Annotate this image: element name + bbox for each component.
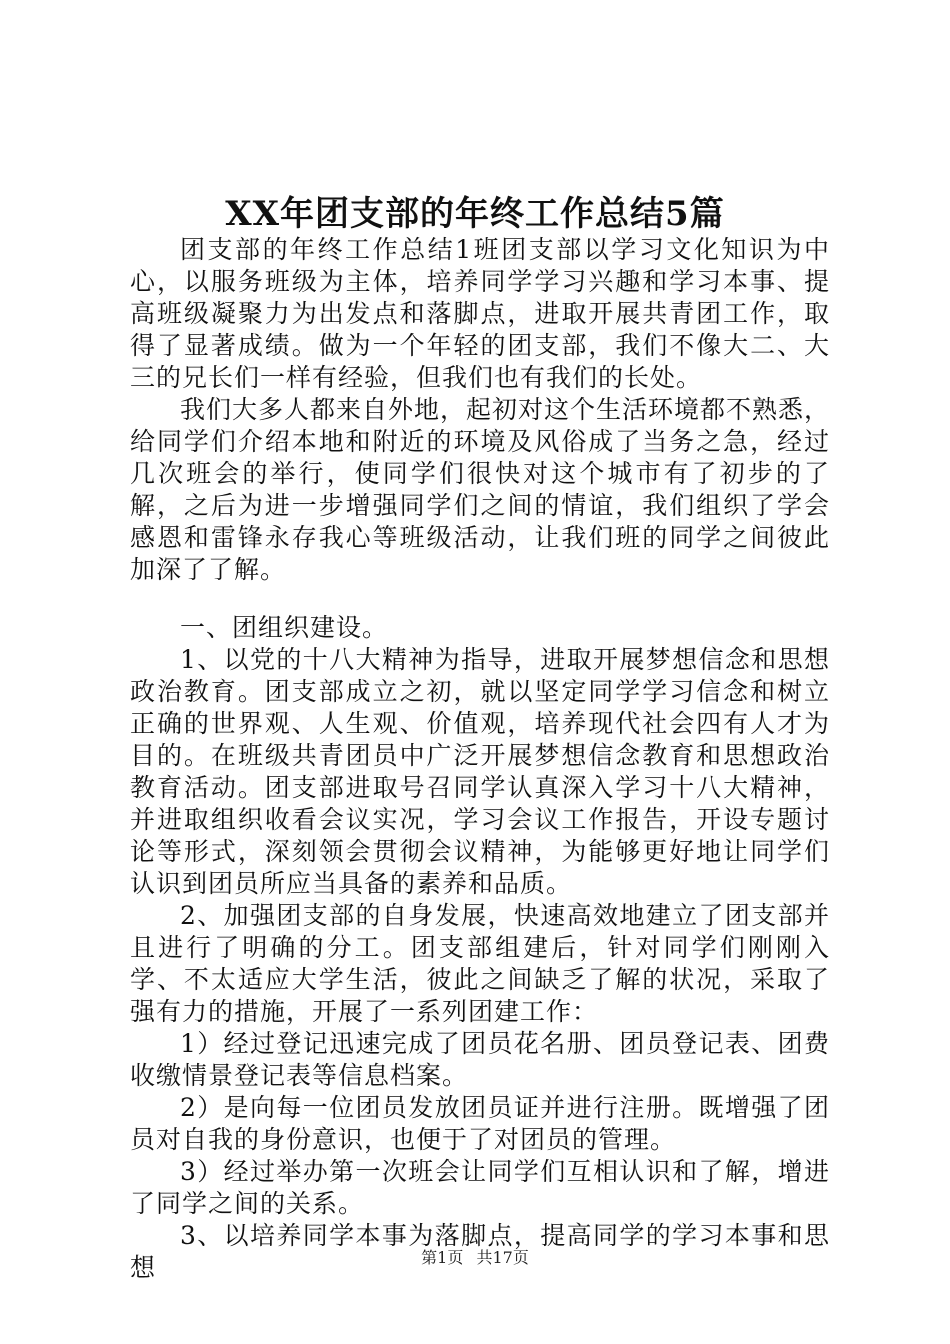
page-footer — [0, 1245, 950, 1268]
section-heading-organization: 一、团组织建设。 — [180, 613, 389, 642]
paragraph-subitem-1: 1）经过登记迅速完成了团员花名册、团员登记表、团费收缴情景登记表等信息档案。 — [130, 1029, 830, 1090]
paragraph-item-1: 1、以党的十八大精神为指导，进取开展梦想信念和思想政治教育。团支部成立之初，就以坚定同学学习信念和树立正确的世界观、人生观、价值观，培养现代社会四有人才为目的。在班级共青团员中广泛开展梦想信念教育和思想政治教育活动。团支部进取号召同学认真深入学习十八大精神，并进取组织收看会议实况，学习会议工作报告，开设专题讨论等形式，深刻领会贯彻会议精神，为能够更好地让同学们认识到团员所应当具备的素养和品质。 — [130, 645, 830, 898]
paragraph-intro: 团支部的年终工作总结1班团支部以学习文化知识为中心，以服务班级为主体，培养同学学习兴趣和学习本事、提高班级凝聚力为出发点和落脚点，进取开展共青团工作，取得了显著成绩。做为一个年轻的团支部，我们不像大二、大三的兄长们一样有经验，但我们也有我们的长处。 — [130, 235, 830, 392]
paragraph-background: 我们大多人都来自外地，起初对这个生活环境都不熟悉，给同学们介绍本地和附近的环境及风俗成了当务之急，经过几次班会的举行，使同学们很快对这个城市有了初步的了解，之后为进一步增强同学们之间的情谊，我们组织了学会感恩和雷锋永存我心等班级活动，让我们班的同学之间彼此加深了了解。 — [130, 395, 831, 584]
document-title: XX年团支部的年终工作总结5篇 — [225, 194, 725, 234]
paragraph-subitem-2: 2）是向每一位团员发放团员证并进行注册。既增强了团员对自我的身份意识，也便于了对团员的管理。 — [130, 1093, 830, 1154]
paragraph-item-2: 2、加强团支部的自身发展，快速高效地建立了团支部并且进行了明确的分工。团支部组建后，针对同学们刚刚入学、不太适应大学生活，彼此之间缺乏了解的状况，采取了强有力的措施，开展了一系列团建工作： — [130, 901, 830, 1026]
paragraph-subitem-3: 3）经过举办第一次班会让同学们互相认识和了解，增进了同学之间的关系。 — [130, 1157, 830, 1218]
paragraph-item-3: 3、以培养同学本事为落脚点，提高同学的学习本事和思想 — [130, 1221, 830, 1282]
page-total: 共17页 — [476, 1248, 529, 1267]
document-body — [130, 234, 830, 1284]
page-number: 第1页 — [421, 1248, 464, 1267]
